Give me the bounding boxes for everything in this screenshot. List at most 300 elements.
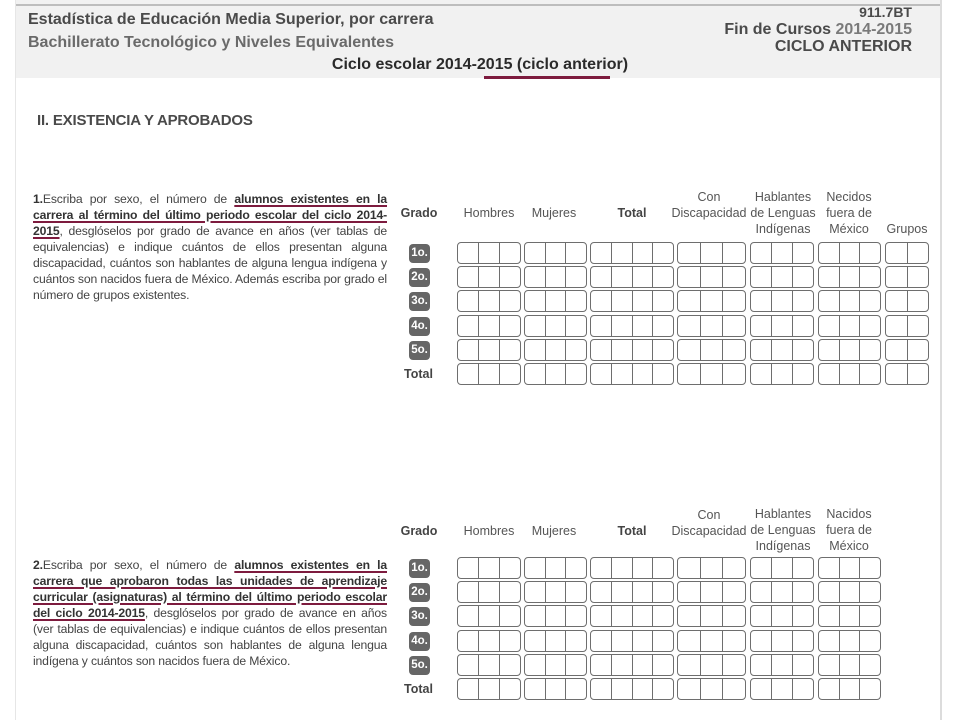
digit-box[interactable] xyxy=(566,558,586,578)
digit-box[interactable] xyxy=(751,316,772,336)
table1-row-2-hombres-field[interactable] xyxy=(457,266,521,288)
digit-box[interactable] xyxy=(653,606,673,626)
digit-box[interactable] xyxy=(546,631,567,651)
digit-box[interactable] xyxy=(500,558,520,578)
digit-box[interactable] xyxy=(772,582,793,602)
digit-box[interactable] xyxy=(612,364,633,384)
table2-total-total-field[interactable] xyxy=(590,678,674,700)
digit-box[interactable] xyxy=(633,679,654,699)
digit-box[interactable] xyxy=(772,243,793,263)
digit-box[interactable] xyxy=(751,679,772,699)
digit-box[interactable] xyxy=(591,655,612,675)
table1-total-total-field[interactable] xyxy=(590,363,674,385)
digit-box[interactable] xyxy=(525,606,546,626)
digit-box[interactable] xyxy=(860,316,880,336)
digit-box[interactable] xyxy=(479,364,500,384)
digit-box[interactable] xyxy=(840,631,861,651)
digit-box[interactable] xyxy=(566,243,586,263)
digit-box[interactable] xyxy=(860,340,880,360)
digit-box[interactable] xyxy=(886,364,908,384)
digit-box[interactable] xyxy=(500,243,520,263)
digit-box[interactable] xyxy=(525,316,546,336)
table2-row-4-mujeres-field[interactable] xyxy=(524,630,587,652)
digit-box[interactable] xyxy=(701,679,724,699)
table1-row-2-nacidos-field[interactable] xyxy=(818,266,881,288)
digit-box[interactable] xyxy=(525,340,546,360)
table2-row-5-hablantes-field[interactable] xyxy=(750,654,814,676)
digit-box[interactable] xyxy=(458,291,479,311)
table2-row-3-discapacidad-field[interactable] xyxy=(677,605,746,627)
digit-box[interactable] xyxy=(525,558,546,578)
table1-row-3-discapacidad-field[interactable] xyxy=(677,290,746,312)
digit-box[interactable] xyxy=(860,655,880,675)
digit-box[interactable] xyxy=(500,655,520,675)
digit-box[interactable] xyxy=(479,243,500,263)
table1-row-4-total-field[interactable] xyxy=(590,315,674,337)
digit-box[interactable] xyxy=(546,679,567,699)
digit-box[interactable] xyxy=(723,655,745,675)
digit-box[interactable] xyxy=(458,364,479,384)
digit-box[interactable] xyxy=(793,631,813,651)
digit-box[interactable] xyxy=(819,364,840,384)
table2-total-nacidos-field[interactable] xyxy=(818,678,881,700)
digit-box[interactable] xyxy=(458,316,479,336)
digit-box[interactable] xyxy=(591,267,612,287)
digit-box[interactable] xyxy=(793,267,813,287)
digit-box[interactable] xyxy=(678,679,701,699)
digit-box[interactable] xyxy=(612,340,633,360)
digit-box[interactable] xyxy=(886,316,908,336)
digit-box[interactable] xyxy=(546,606,567,626)
digit-box[interactable] xyxy=(612,316,633,336)
table1-row-1-hombres-field[interactable] xyxy=(457,242,521,264)
digit-box[interactable] xyxy=(908,316,929,336)
digit-box[interactable] xyxy=(860,558,880,578)
table1-row-3-hablantes-field[interactable] xyxy=(750,290,814,312)
digit-box[interactable] xyxy=(653,655,673,675)
table2-row-2-discapacidad-field[interactable] xyxy=(677,581,746,603)
digit-box[interactable] xyxy=(525,655,546,675)
digit-box[interactable] xyxy=(591,631,612,651)
digit-box[interactable] xyxy=(886,243,908,263)
digit-box[interactable] xyxy=(701,316,724,336)
table2-total-mujeres-field[interactable] xyxy=(524,678,587,700)
digit-box[interactable] xyxy=(701,558,724,578)
digit-box[interactable] xyxy=(458,582,479,602)
digit-box[interactable] xyxy=(860,679,880,699)
digit-box[interactable] xyxy=(819,243,840,263)
digit-box[interactable] xyxy=(886,291,908,311)
digit-box[interactable] xyxy=(653,558,673,578)
digit-box[interactable] xyxy=(633,340,654,360)
digit-box[interactable] xyxy=(458,558,479,578)
table1-row-4-hombres-field[interactable] xyxy=(457,315,521,337)
table1-row-5-total-field[interactable] xyxy=(590,339,674,361)
digit-box[interactable] xyxy=(458,655,479,675)
table2-total-hombres-field[interactable] xyxy=(457,678,521,700)
table2-row-5-nacidos-field[interactable] xyxy=(818,654,881,676)
digit-box[interactable] xyxy=(591,340,612,360)
digit-box[interactable] xyxy=(591,364,612,384)
digit-box[interactable] xyxy=(591,679,612,699)
digit-box[interactable] xyxy=(860,243,880,263)
digit-box[interactable] xyxy=(678,316,701,336)
digit-box[interactable] xyxy=(793,291,813,311)
digit-box[interactable] xyxy=(458,267,479,287)
table1-total-mujeres-field[interactable] xyxy=(524,363,587,385)
digit-box[interactable] xyxy=(591,558,612,578)
table2-row-3-nacidos-field[interactable] xyxy=(818,605,881,627)
digit-box[interactable] xyxy=(678,558,701,578)
table2-total-discapacidad-field[interactable] xyxy=(677,678,746,700)
digit-box[interactable] xyxy=(546,340,567,360)
digit-box[interactable] xyxy=(612,655,633,675)
table1-row-4-grupos-field[interactable] xyxy=(885,315,929,337)
digit-box[interactable] xyxy=(701,243,724,263)
digit-box[interactable] xyxy=(772,655,793,675)
digit-box[interactable] xyxy=(819,631,840,651)
digit-box[interactable] xyxy=(612,267,633,287)
digit-box[interactable] xyxy=(479,606,500,626)
digit-box[interactable] xyxy=(772,631,793,651)
digit-box[interactable] xyxy=(566,655,586,675)
digit-box[interactable] xyxy=(819,340,840,360)
digit-box[interactable] xyxy=(546,243,567,263)
digit-box[interactable] xyxy=(840,582,861,602)
digit-box[interactable] xyxy=(566,364,586,384)
table1-row-2-total-field[interactable] xyxy=(590,266,674,288)
digit-box[interactable] xyxy=(612,243,633,263)
digit-box[interactable] xyxy=(701,655,724,675)
digit-box[interactable] xyxy=(840,364,861,384)
table2-row-4-nacidos-field[interactable] xyxy=(818,630,881,652)
digit-box[interactable] xyxy=(612,582,633,602)
table1-row-4-mujeres-field[interactable] xyxy=(524,315,587,337)
digit-box[interactable] xyxy=(633,606,654,626)
digit-box[interactable] xyxy=(612,558,633,578)
digit-box[interactable] xyxy=(751,267,772,287)
digit-box[interactable] xyxy=(500,267,520,287)
digit-box[interactable] xyxy=(840,243,861,263)
digit-box[interactable] xyxy=(633,631,654,651)
table1-row-1-nacidos-field[interactable] xyxy=(818,242,881,264)
table2-row-5-discapacidad-field[interactable] xyxy=(677,654,746,676)
digit-box[interactable] xyxy=(701,364,724,384)
digit-box[interactable] xyxy=(525,364,546,384)
table1-row-3-hombres-field[interactable] xyxy=(457,290,521,312)
digit-box[interactable] xyxy=(886,340,908,360)
digit-box[interactable] xyxy=(723,340,745,360)
table1-row-4-discapacidad-field[interactable] xyxy=(677,315,746,337)
table2-row-3-hablantes-field[interactable] xyxy=(750,605,814,627)
digit-box[interactable] xyxy=(772,606,793,626)
digit-box[interactable] xyxy=(772,291,793,311)
table1-row-3-total-field[interactable] xyxy=(590,290,674,312)
digit-box[interactable] xyxy=(591,606,612,626)
digit-box[interactable] xyxy=(751,582,772,602)
digit-box[interactable] xyxy=(591,582,612,602)
digit-box[interactable] xyxy=(751,291,772,311)
table2-row-2-nacidos-field[interactable] xyxy=(818,581,881,603)
digit-box[interactable] xyxy=(458,631,479,651)
table2-row-2-hombres-field[interactable] xyxy=(457,581,521,603)
digit-box[interactable] xyxy=(500,291,520,311)
table2-row-4-total-field[interactable] xyxy=(590,630,674,652)
digit-box[interactable] xyxy=(566,582,586,602)
table1-row-3-nacidos-field[interactable] xyxy=(818,290,881,312)
digit-box[interactable] xyxy=(566,267,586,287)
digit-box[interactable] xyxy=(840,655,861,675)
digit-box[interactable] xyxy=(678,364,701,384)
table1-total-nacidos-field[interactable] xyxy=(818,363,881,385)
digit-box[interactable] xyxy=(819,679,840,699)
digit-box[interactable] xyxy=(793,243,813,263)
digit-box[interactable] xyxy=(772,679,793,699)
digit-box[interactable] xyxy=(819,316,840,336)
table1-row-2-mujeres-field[interactable] xyxy=(524,266,587,288)
digit-box[interactable] xyxy=(819,582,840,602)
digit-box[interactable] xyxy=(525,291,546,311)
table1-row-4-nacidos-field[interactable] xyxy=(818,315,881,337)
table2-row-4-hombres-field[interactable] xyxy=(457,630,521,652)
digit-box[interactable] xyxy=(458,606,479,626)
digit-box[interactable] xyxy=(819,655,840,675)
digit-box[interactable] xyxy=(500,606,520,626)
digit-box[interactable] xyxy=(546,291,567,311)
table2-total-hablantes-field[interactable] xyxy=(750,678,814,700)
digit-box[interactable] xyxy=(701,267,724,287)
digit-box[interactable] xyxy=(653,243,673,263)
digit-box[interactable] xyxy=(840,316,861,336)
digit-box[interactable] xyxy=(751,243,772,263)
digit-box[interactable] xyxy=(772,340,793,360)
digit-box[interactable] xyxy=(500,582,520,602)
table1-row-1-grupos-field[interactable] xyxy=(885,242,929,264)
table2-row-1-nacidos-field[interactable] xyxy=(818,557,881,579)
digit-box[interactable] xyxy=(633,243,654,263)
digit-box[interactable] xyxy=(458,679,479,699)
digit-box[interactable] xyxy=(840,291,861,311)
digit-box[interactable] xyxy=(793,364,813,384)
digit-box[interactable] xyxy=(653,316,673,336)
digit-box[interactable] xyxy=(840,267,861,287)
digit-box[interactable] xyxy=(612,679,633,699)
table1-row-3-mujeres-field[interactable] xyxy=(524,290,587,312)
digit-box[interactable] xyxy=(612,291,633,311)
digit-box[interactable] xyxy=(633,316,654,336)
table2-row-4-discapacidad-field[interactable] xyxy=(677,630,746,652)
digit-box[interactable] xyxy=(793,655,813,675)
digit-box[interactable] xyxy=(701,582,724,602)
table1-row-2-grupos-field[interactable] xyxy=(885,266,929,288)
digit-box[interactable] xyxy=(612,606,633,626)
digit-box[interactable] xyxy=(591,291,612,311)
table2-row-2-total-field[interactable] xyxy=(590,581,674,603)
table1-total-hombres-field[interactable] xyxy=(457,363,521,385)
digit-box[interactable] xyxy=(458,243,479,263)
digit-box[interactable] xyxy=(793,606,813,626)
digit-box[interactable] xyxy=(653,340,673,360)
digit-box[interactable] xyxy=(479,340,500,360)
digit-box[interactable] xyxy=(500,340,520,360)
table2-row-3-hombres-field[interactable] xyxy=(457,605,521,627)
table2-row-1-hombres-field[interactable] xyxy=(457,557,521,579)
table1-total-grupos-field[interactable] xyxy=(885,363,929,385)
digit-box[interactable] xyxy=(751,340,772,360)
digit-box[interactable] xyxy=(566,679,586,699)
digit-box[interactable] xyxy=(908,364,929,384)
digit-box[interactable] xyxy=(701,631,724,651)
digit-box[interactable] xyxy=(723,316,745,336)
digit-box[interactable] xyxy=(772,558,793,578)
table2-row-1-mujeres-field[interactable] xyxy=(524,557,587,579)
table2-row-2-mujeres-field[interactable] xyxy=(524,581,587,603)
digit-box[interactable] xyxy=(701,291,724,311)
table2-row-5-total-field[interactable] xyxy=(590,654,674,676)
digit-box[interactable] xyxy=(793,340,813,360)
digit-box[interactable] xyxy=(591,316,612,336)
digit-box[interactable] xyxy=(772,316,793,336)
digit-box[interactable] xyxy=(612,631,633,651)
digit-box[interactable] xyxy=(653,291,673,311)
digit-box[interactable] xyxy=(653,679,673,699)
digit-box[interactable] xyxy=(653,631,673,651)
digit-box[interactable] xyxy=(772,267,793,287)
digit-box[interactable] xyxy=(546,316,567,336)
digit-box[interactable] xyxy=(633,558,654,578)
digit-box[interactable] xyxy=(793,316,813,336)
digit-box[interactable] xyxy=(653,364,673,384)
digit-box[interactable] xyxy=(908,291,929,311)
digit-box[interactable] xyxy=(701,606,724,626)
digit-box[interactable] xyxy=(886,267,908,287)
digit-box[interactable] xyxy=(860,606,880,626)
digit-box[interactable] xyxy=(633,291,654,311)
digit-box[interactable] xyxy=(819,606,840,626)
digit-box[interactable] xyxy=(860,364,880,384)
digit-box[interactable] xyxy=(653,582,673,602)
table2-row-1-total-field[interactable] xyxy=(590,557,674,579)
digit-box[interactable] xyxy=(723,364,745,384)
digit-box[interactable] xyxy=(653,267,673,287)
digit-box[interactable] xyxy=(751,364,772,384)
table1-row-2-discapacidad-field[interactable] xyxy=(677,266,746,288)
digit-box[interactable] xyxy=(500,631,520,651)
digit-box[interactable] xyxy=(678,606,701,626)
digit-box[interactable] xyxy=(500,364,520,384)
digit-box[interactable] xyxy=(566,606,586,626)
digit-box[interactable] xyxy=(860,582,880,602)
digit-box[interactable] xyxy=(840,340,861,360)
digit-box[interactable] xyxy=(525,582,546,602)
digit-box[interactable] xyxy=(723,291,745,311)
digit-box[interactable] xyxy=(479,655,500,675)
digit-box[interactable] xyxy=(546,655,567,675)
digit-box[interactable] xyxy=(591,243,612,263)
digit-box[interactable] xyxy=(723,606,745,626)
digit-box[interactable] xyxy=(633,655,654,675)
table1-row-5-mujeres-field[interactable] xyxy=(524,339,587,361)
digit-box[interactable] xyxy=(751,655,772,675)
digit-box[interactable] xyxy=(751,606,772,626)
digit-box[interactable] xyxy=(840,679,861,699)
digit-box[interactable] xyxy=(723,243,745,263)
digit-box[interactable] xyxy=(819,291,840,311)
digit-box[interactable] xyxy=(458,340,479,360)
digit-box[interactable] xyxy=(633,364,654,384)
table2-row-1-discapacidad-field[interactable] xyxy=(677,557,746,579)
table1-row-5-discapacidad-field[interactable] xyxy=(677,339,746,361)
digit-box[interactable] xyxy=(723,267,745,287)
digit-box[interactable] xyxy=(908,243,929,263)
digit-box[interactable] xyxy=(479,631,500,651)
table2-row-1-hablantes-field[interactable] xyxy=(750,557,814,579)
digit-box[interactable] xyxy=(751,558,772,578)
digit-box[interactable] xyxy=(525,243,546,263)
table1-row-5-nacidos-field[interactable] xyxy=(818,339,881,361)
digit-box[interactable] xyxy=(479,291,500,311)
digit-box[interactable] xyxy=(566,340,586,360)
digit-box[interactable] xyxy=(840,606,861,626)
digit-box[interactable] xyxy=(678,291,701,311)
digit-box[interactable] xyxy=(479,316,500,336)
table1-total-discapacidad-field[interactable] xyxy=(677,363,746,385)
digit-box[interactable] xyxy=(819,267,840,287)
digit-box[interactable] xyxy=(751,631,772,651)
digit-box[interactable] xyxy=(678,631,701,651)
digit-box[interactable] xyxy=(678,243,701,263)
table1-row-1-hablantes-field[interactable] xyxy=(750,242,814,264)
digit-box[interactable] xyxy=(525,679,546,699)
digit-box[interactable] xyxy=(723,679,745,699)
table1-row-1-total-field[interactable] xyxy=(590,242,674,264)
digit-box[interactable] xyxy=(678,655,701,675)
digit-box[interactable] xyxy=(840,558,861,578)
digit-box[interactable] xyxy=(566,631,586,651)
digit-box[interactable] xyxy=(908,340,929,360)
digit-box[interactable] xyxy=(525,267,546,287)
digit-box[interactable] xyxy=(678,267,701,287)
digit-box[interactable] xyxy=(566,291,586,311)
digit-box[interactable] xyxy=(566,316,586,336)
digit-box[interactable] xyxy=(860,291,880,311)
table1-row-5-grupos-field[interactable] xyxy=(885,339,929,361)
digit-box[interactable] xyxy=(546,582,567,602)
table1-row-1-mujeres-field[interactable] xyxy=(524,242,587,264)
digit-box[interactable] xyxy=(546,267,567,287)
digit-box[interactable] xyxy=(479,267,500,287)
table1-row-4-hablantes-field[interactable] xyxy=(750,315,814,337)
table2-row-2-hablantes-field[interactable] xyxy=(750,581,814,603)
table1-row-3-grupos-field[interactable] xyxy=(885,290,929,312)
table2-row-4-hablantes-field[interactable] xyxy=(750,630,814,652)
table1-row-5-hombres-field[interactable] xyxy=(457,339,521,361)
digit-box[interactable] xyxy=(723,582,745,602)
digit-box[interactable] xyxy=(793,582,813,602)
digit-box[interactable] xyxy=(546,364,567,384)
table1-row-1-discapacidad-field[interactable] xyxy=(677,242,746,264)
digit-box[interactable] xyxy=(772,364,793,384)
digit-box[interactable] xyxy=(723,631,745,651)
table1-total-hablantes-field[interactable] xyxy=(750,363,814,385)
digit-box[interactable] xyxy=(633,267,654,287)
digit-box[interactable] xyxy=(678,582,701,602)
digit-box[interactable] xyxy=(500,679,520,699)
digit-box[interactable] xyxy=(633,582,654,602)
digit-box[interactable] xyxy=(525,631,546,651)
digit-box[interactable] xyxy=(546,558,567,578)
table2-row-5-mujeres-field[interactable] xyxy=(524,654,587,676)
